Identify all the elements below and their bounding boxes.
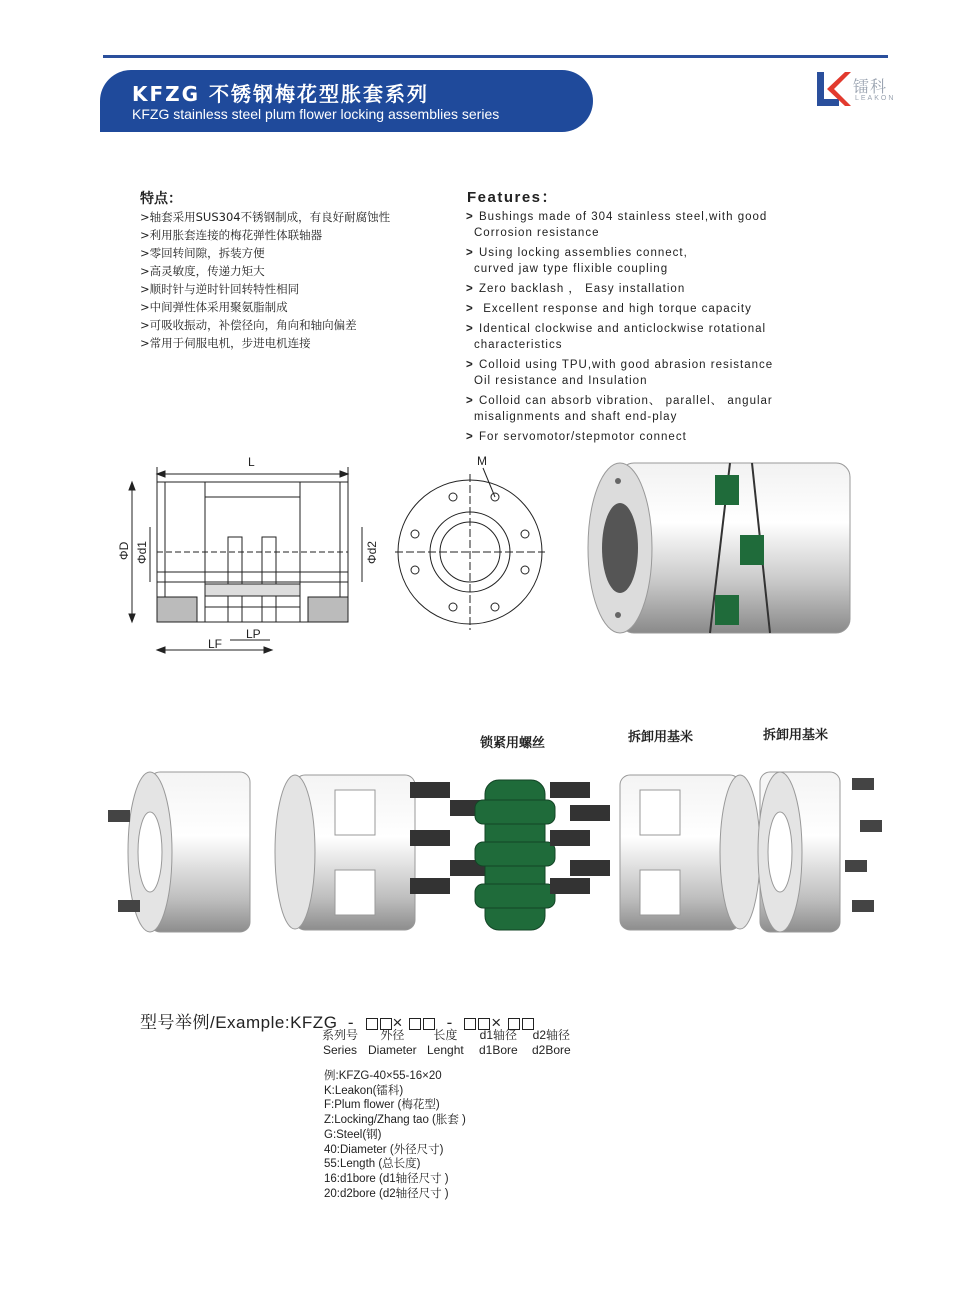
- legend-item: Z:Locking/Zhang tao (胀套 ): [324, 1114, 466, 1127]
- logo-text-cn: 镭科: [853, 77, 888, 96]
- legend-item: 16:d1bore (d1轴径尺寸 ): [324, 1172, 449, 1185]
- bullet-marker: >: [466, 431, 474, 443]
- logo-mark-icon: [815, 68, 853, 110]
- list-item: >高灵敏度，传递力矩大: [140, 264, 265, 278]
- side-section-drawing: [110, 452, 380, 662]
- dim-label-d2: Φd2: [365, 541, 379, 564]
- list-item: >利用胀套连接的梅花弹性体联轴器: [140, 228, 323, 242]
- bullet-marker: >: [466, 283, 474, 295]
- feature-line: Zero backlash ， Easy installation: [479, 283, 686, 295]
- list-item: >常用于伺服电机，步进电机连接: [140, 336, 311, 350]
- segment-cn: 长度: [433, 1028, 458, 1042]
- title-cn: KFZG 不锈钢梅花型胀套系列: [132, 82, 430, 106]
- dim-label-LP: LP: [246, 627, 261, 641]
- dim-label-D: ΦD: [117, 541, 131, 560]
- callout-removal-datum: 拆卸用基米: [628, 730, 694, 745]
- features-cn-list: [140, 208, 390, 352]
- feature-line: curved jaw type flixible coupling: [474, 263, 669, 275]
- times-sign: ×: [491, 1013, 502, 1032]
- feature-line: Oil resistance and Insulation: [474, 375, 648, 387]
- feature-line: Excellent response and high torque capacity: [479, 303, 752, 315]
- feature-line: misalignments and shaft end-play: [474, 411, 678, 423]
- list-item: >零回转间隙，拆装方便: [140, 246, 265, 260]
- times-sign: ×: [392, 1013, 403, 1032]
- feature-line: For servomotor/stepmotor connect: [479, 431, 687, 443]
- segment-en: d2Bore: [532, 1043, 571, 1057]
- legend-item: 40:Diameter (外径尺寸): [324, 1143, 444, 1156]
- dim-label-LF: LF: [208, 637, 223, 651]
- dash: -: [347, 1013, 355, 1032]
- legend-item: K:Leakon(镭科): [324, 1084, 404, 1097]
- feature-line: Colloid using TPU,with good abrasion resistance: [479, 359, 774, 371]
- example-prefix: 型号举例/Example:KFZG: [140, 1013, 338, 1032]
- list-item: >中间弹性体采用聚氨脂制成: [140, 300, 288, 314]
- bullet-marker: >: [466, 303, 474, 315]
- list-item: >可吸收振动，补偿径向，角向和轴向偏差: [140, 318, 357, 332]
- legend-item: 55:Length (总长度): [324, 1158, 421, 1171]
- list-item: [466, 429, 773, 445]
- feature-line: Identical clockwise and anticlockwise rotational: [479, 323, 767, 335]
- list-item: [466, 301, 773, 317]
- list-item: [466, 357, 773, 389]
- title-banner: [100, 70, 593, 132]
- bullet-marker: >: [466, 247, 474, 259]
- feature-line: Colloid can absorb vibration、 parallel、 angular: [479, 395, 773, 407]
- list-item: [466, 209, 773, 241]
- segment-length: [427, 1028, 464, 1058]
- leakon-logo: [815, 68, 895, 110]
- dash: -: [446, 1013, 453, 1032]
- bullet-marker: >: [466, 359, 474, 371]
- bullet-marker: >: [466, 395, 474, 407]
- segment-cn: d1轴径: [479, 1028, 518, 1042]
- segment-en: Lenght: [427, 1043, 464, 1057]
- list-item: [466, 245, 773, 277]
- features-cn-title: 特点：: [140, 191, 182, 207]
- dim-label-d1: Φd1: [135, 541, 149, 564]
- model-legend: [324, 1069, 466, 1201]
- legend-item: F:Plum flower (梅花型): [324, 1099, 440, 1112]
- end-view-drawing: [395, 452, 555, 632]
- callout-locking-screw: 锁紧用螺丝: [480, 736, 546, 751]
- coupling-product-image: [580, 455, 870, 640]
- legend-item: 20:d2bore (d2轴径尺寸 ): [324, 1187, 449, 1200]
- segment-d1bore: [479, 1028, 518, 1058]
- segment-series: [322, 1028, 358, 1058]
- title-en: KFZG stainless steel plum flower locking assemblies series: [132, 106, 500, 122]
- features-en-title: Features：: [467, 189, 559, 206]
- segment-en: d1Bore: [479, 1043, 518, 1057]
- legend-item: 例:KFZG-40×55-16×20: [324, 1070, 442, 1082]
- feature-line: characteristics: [474, 339, 563, 351]
- header-rule: [103, 55, 888, 58]
- feature-line: Bushings made of 304 stainless steel,with good: [479, 211, 768, 223]
- segment-cn: 外径: [380, 1028, 405, 1042]
- callout-removal-datum: 拆卸用基米: [763, 728, 829, 743]
- segment-cn: d2轴径: [532, 1028, 571, 1042]
- segment-cn: 系列号: [322, 1028, 359, 1042]
- dim-label-M: M: [477, 454, 487, 468]
- legend-item: G:Steel(钢): [324, 1128, 382, 1141]
- list-item: >轴套采用SUS304不锈钢制成，有良好耐腐蚀性: [140, 210, 391, 224]
- segment-en: Series: [323, 1043, 358, 1057]
- segment-d2bore: [532, 1028, 571, 1058]
- list-item: [466, 281, 773, 297]
- exploded-view-image: [100, 760, 910, 950]
- list-item: [466, 321, 773, 353]
- bullet-marker: >: [466, 323, 474, 335]
- placeholder-box: [464, 1018, 476, 1030]
- list-item: [466, 393, 773, 425]
- segment-en: Diameter: [368, 1043, 417, 1057]
- list-item: >顺时针与逆时针回转特性相同: [140, 282, 300, 296]
- features-en-list: [466, 209, 773, 449]
- dim-label-L: L: [248, 455, 255, 469]
- bullet-marker: >: [466, 211, 474, 223]
- logo-text-en: LEAKON: [855, 95, 896, 102]
- segment-diameter: [368, 1028, 417, 1058]
- feature-line: Using locking assemblies connect,: [479, 247, 688, 259]
- feature-line: Corrosion resistance: [474, 227, 600, 239]
